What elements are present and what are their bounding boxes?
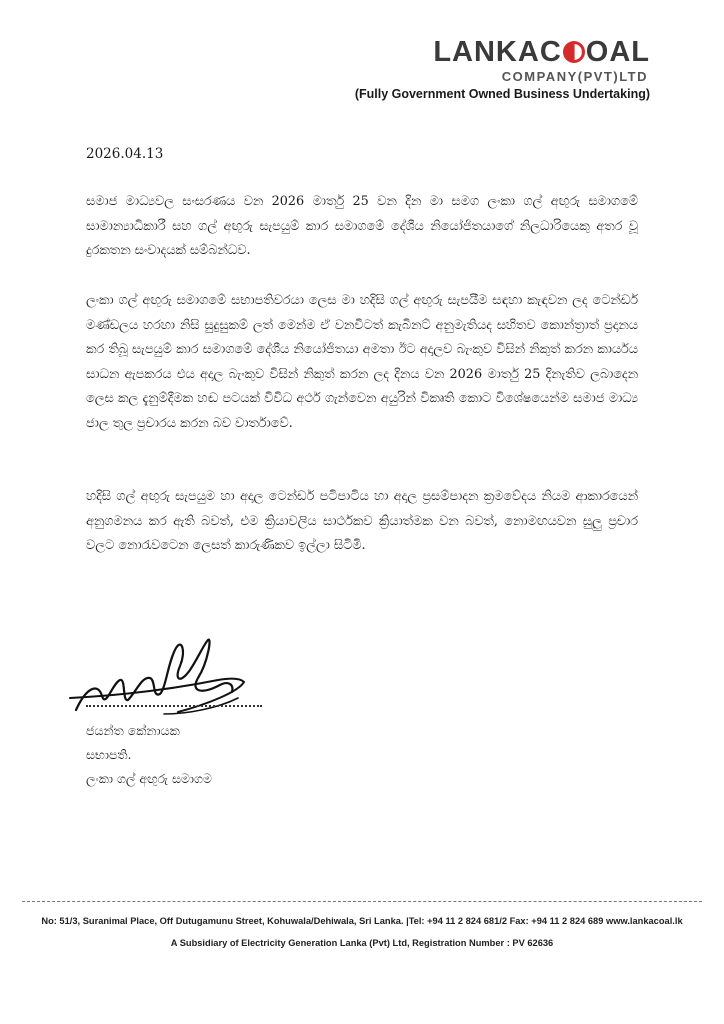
signer-title: සභාපති. — [86, 747, 132, 762]
company-logo — [370, 36, 650, 86]
logo-wordmark: LANKAC OAL — [433, 36, 650, 68]
signer-name: ජයන්ත කේනායක — [86, 723, 180, 738]
paragraph-subject: සමාජ මාධ්‍යවල සංසරණය වන 2026 මාර්තු 25 වන දින මා සමග ලංකා ගල් අඟුරු සමාගමේ සාමාන්‍යාධිකාරී සහ ගල් අඟුරු සැපයුම් කාර සමාගමේ දේශීය නියෝජිතයාගේ නිලධාරියෙකු අතර වූ දුරකතන සංවාදයක් සම්බන්ධව. — [86, 194, 638, 258]
signer-block — [86, 719, 212, 791]
paragraph-body: ලංකා ගල් අඟුරු සමාගමේ සභාපතිවරයා ලෙස මා හදිසි ගල් අඟුරු සැපයීම සඳහා කැඳවන ලද ටෙන්ඩර් මණ්ඩලය හරහා නිසි සුදුසුකම් ලත් මෙන්ම ඒ වනවිටත් කැබිනට් අනුමැතියද සහිතව කොන්ත්‍රාත් ප්‍රදානය කර තිබූ සැපයුම් කාර සමාගමේ දේශීය නියෝජිතයා අමතා ඊට අදාලව බැංකුව විසින් නිකුත් කරන කාර්යය සාධන ඇපකරය එය අදාල බැංකුව විසින් නිකුත් කරන ලද දිනය වන 2026 මාර්තු 25 දිනැතිව ලබාදෙන ලෙස කල දැනුම්දීමක හඬ පටයක් විවිධ අර්ථ ගැන්වෙන අයුරින් විකෘති කොට විශේෂයෙන්ම සමාජ මාධ්‍ය ජාල තුල ප්‍රචාරය කරන බව වාර්තාවේ. — [86, 293, 638, 431]
logo-company-line: COMPANY(PVT)LTD — [501, 69, 648, 84]
logo-red-o-icon — [563, 41, 585, 63]
paragraph-closing: හදිසි ගල් අඟුරු සැපයුම හා අදාල ටෙන්ඩර් පටිපාටිය හා අදාල ප්‍රසම්පාදන ක්‍රමවේදය නියම ආකාරයෙන් අනුගමනය කර ඇති බවත්, එම ක්‍රියාවලිය සාර්ථකව ක්‍රියාත්මක වන බවත්, නොමඟයවන සුලු ප්‍රචාර වලට නොරැවටෙන ලෙසත් කාරුණිකව ඉල්ලා සිටිමි. — [86, 489, 638, 553]
footer-divider — [22, 901, 702, 902]
letter-date: 2026.04.13 — [86, 146, 164, 162]
government-note: (Fully Government Owned Business Undertaking) — [354, 87, 650, 101]
footer-address: No: 51/3, Suranimal Place, Off Dutugamunu Street, Kohuwala/Dehiwala, Sri Lanka. |Tel: +94 11 2 824 681/2 Fax: +94 11 2 824 689 www.lankacoal.lk — [41, 916, 683, 926]
handwritten-signature — [68, 622, 258, 722]
signer-organization: ලංකා ගල් අඟුරු සමාගම — [86, 771, 212, 786]
signature-line — [86, 705, 262, 707]
footer-subsidiary: A Subsidiary of Electricity Generation Lanka (Pvt) Ltd, Registration Number : PV 62636 — [170, 938, 554, 948]
